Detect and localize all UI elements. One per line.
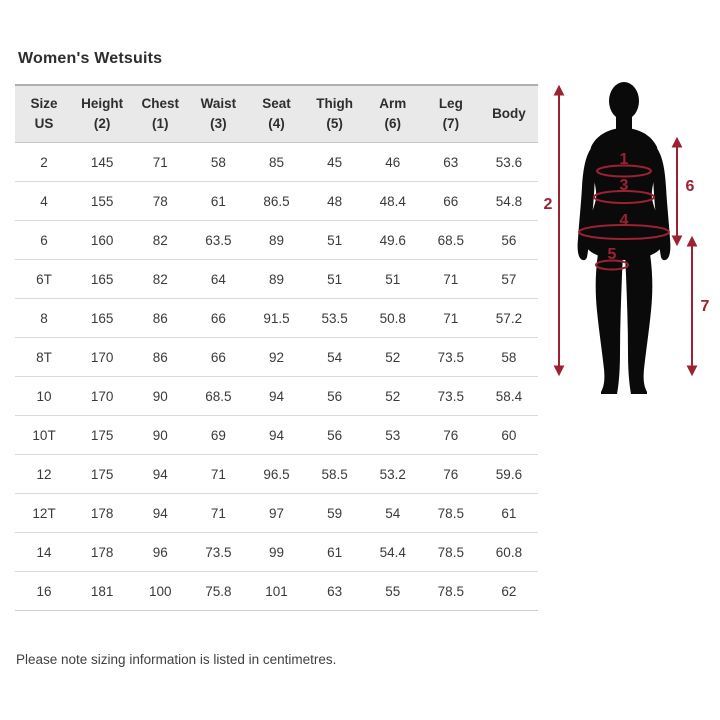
table-cell: 56: [306, 377, 364, 416]
table-cell: 86.5: [247, 182, 305, 221]
table-cell: 6: [15, 221, 73, 260]
column-header: Chest (1): [131, 85, 189, 143]
header-row: [15, 85, 538, 143]
table-cell: 6T: [15, 260, 73, 299]
table-cell: 56: [306, 416, 364, 455]
column-header: Waist (3): [189, 85, 247, 143]
table-row: [15, 572, 538, 611]
table-cell: 175: [73, 455, 131, 494]
table-cell: 45: [306, 143, 364, 182]
table-cell: 54.8: [480, 182, 538, 221]
column-header: Body: [480, 85, 538, 143]
table-cell: 96.5: [247, 455, 305, 494]
table-cell: 53.5: [306, 299, 364, 338]
table-cell: 99: [247, 533, 305, 572]
table-cell: 96: [131, 533, 189, 572]
table-cell: 10: [15, 377, 73, 416]
table-cell: 76: [422, 416, 480, 455]
thigh-label: 5: [607, 246, 617, 263]
table-cell: 60: [480, 416, 538, 455]
table-cell: 82: [131, 260, 189, 299]
arm-label: 6: [685, 178, 695, 195]
height-label: 2: [543, 196, 553, 213]
waist-label: 3: [619, 177, 629, 194]
table-cell: 181: [73, 572, 131, 611]
table-cell: 175: [73, 416, 131, 455]
table-cell: 101: [247, 572, 305, 611]
table-cell: 12: [15, 455, 73, 494]
table-cell: 55: [364, 572, 422, 611]
table-cell: 48: [306, 182, 364, 221]
table-cell: 69: [189, 416, 247, 455]
column-header: Height (2): [73, 85, 131, 143]
table-cell: 178: [73, 494, 131, 533]
table-row: [15, 494, 538, 533]
table-cell: 90: [131, 377, 189, 416]
table-cell: 71: [131, 143, 189, 182]
table-cell: 100: [131, 572, 189, 611]
table-cell: 78.5: [422, 533, 480, 572]
table-cell: 92: [247, 338, 305, 377]
table-cell: 8: [15, 299, 73, 338]
column-header: Size US: [15, 85, 73, 143]
table-cell: 52: [364, 338, 422, 377]
table-cell: 61: [306, 533, 364, 572]
table-cell: 90: [131, 416, 189, 455]
table-cell: 61: [480, 494, 538, 533]
table-cell: 51: [306, 221, 364, 260]
table-cell: 53.2: [364, 455, 422, 494]
table-cell: 49.6: [364, 221, 422, 260]
table-cell: 165: [73, 260, 131, 299]
measurement-diagram: [535, 55, 720, 405]
table-cell: 78.5: [422, 572, 480, 611]
table-cell: 51: [306, 260, 364, 299]
table-cell: 75.8: [189, 572, 247, 611]
column-header: Thigh (5): [306, 85, 364, 143]
table-cell: 4: [15, 182, 73, 221]
table-cell: 86: [131, 338, 189, 377]
table-cell: 91.5: [247, 299, 305, 338]
table-row: [15, 416, 538, 455]
table-cell: 56: [480, 221, 538, 260]
table-cell: 160: [73, 221, 131, 260]
table-cell: 54: [306, 338, 364, 377]
table-cell: 94: [131, 455, 189, 494]
leg-label: 7: [700, 298, 710, 315]
table-cell: 73.5: [422, 377, 480, 416]
table-cell: 66: [189, 299, 247, 338]
table-cell: 73.5: [189, 533, 247, 572]
table-cell: 170: [73, 338, 131, 377]
table-cell: 52: [364, 377, 422, 416]
table-cell: 68.5: [422, 221, 480, 260]
table-row: [15, 221, 538, 260]
table-cell: 71: [422, 299, 480, 338]
table-row: [15, 299, 538, 338]
table-cell: 16: [15, 572, 73, 611]
table-cell: 12T: [15, 494, 73, 533]
table-cell: 85: [247, 143, 305, 182]
table-cell: 78: [131, 182, 189, 221]
table-row: [15, 377, 538, 416]
table-cell: 54: [364, 494, 422, 533]
table-cell: 59: [306, 494, 364, 533]
table-cell: 51: [364, 260, 422, 299]
table-cell: 2: [15, 143, 73, 182]
table-cell: 61: [189, 182, 247, 221]
table-cell: 76: [422, 455, 480, 494]
table-cell: 64: [189, 260, 247, 299]
table-cell: 58.4: [480, 377, 538, 416]
table-cell: 155: [73, 182, 131, 221]
table-cell: 73.5: [422, 338, 480, 377]
table-cell: 63: [422, 143, 480, 182]
table-cell: 94: [247, 377, 305, 416]
table-cell: 14: [15, 533, 73, 572]
table-cell: 97: [247, 494, 305, 533]
table-cell: 165: [73, 299, 131, 338]
table-cell: 57: [480, 260, 538, 299]
table-cell: 89: [247, 221, 305, 260]
sizing-note: Please note sizing information is listed in centimetres.: [16, 652, 337, 667]
column-header: Arm (6): [364, 85, 422, 143]
table-cell: 58: [189, 143, 247, 182]
table-cell: 46: [364, 143, 422, 182]
table-cell: 71: [189, 455, 247, 494]
table-body: [15, 143, 538, 611]
table-cell: 94: [131, 494, 189, 533]
chest-label: 1: [619, 151, 629, 168]
table-row: [15, 143, 538, 182]
table-cell: 53.6: [480, 143, 538, 182]
table-cell: 82: [131, 221, 189, 260]
table-cell: 66: [422, 182, 480, 221]
table-cell: 94: [247, 416, 305, 455]
table-cell: 89: [247, 260, 305, 299]
table-cell: 62: [480, 572, 538, 611]
table-row: [15, 182, 538, 221]
table-cell: 170: [73, 377, 131, 416]
table-cell: 68.5: [189, 377, 247, 416]
table-cell: 86: [131, 299, 189, 338]
table-cell: 59.6: [480, 455, 538, 494]
table-header: [15, 85, 538, 143]
table-cell: 60.8: [480, 533, 538, 572]
table-row: [15, 338, 538, 377]
table-cell: 66: [189, 338, 247, 377]
column-header: Seat (4): [247, 85, 305, 143]
table-cell: 48.4: [364, 182, 422, 221]
table-cell: 58: [480, 338, 538, 377]
table-cell: 50.8: [364, 299, 422, 338]
table-cell: 78.5: [422, 494, 480, 533]
table-row: [15, 260, 538, 299]
table-cell: 10T: [15, 416, 73, 455]
table-cell: 8T: [15, 338, 73, 377]
table-row: [15, 455, 538, 494]
table-cell: 53: [364, 416, 422, 455]
table-cell: 58.5: [306, 455, 364, 494]
table-row: [15, 533, 538, 572]
column-header: Leg (7): [422, 85, 480, 143]
sizing-table: [15, 84, 538, 611]
table-cell: 71: [189, 494, 247, 533]
table-cell: 145: [73, 143, 131, 182]
table-cell: 54.4: [364, 533, 422, 572]
seat-label: 4: [619, 212, 629, 229]
page-title: Women's Wetsuits: [18, 50, 163, 67]
table-cell: 71: [422, 260, 480, 299]
table-cell: 178: [73, 533, 131, 572]
table-cell: 57.2: [480, 299, 538, 338]
table-cell: 63.5: [189, 221, 247, 260]
table-cell: 63: [306, 572, 364, 611]
